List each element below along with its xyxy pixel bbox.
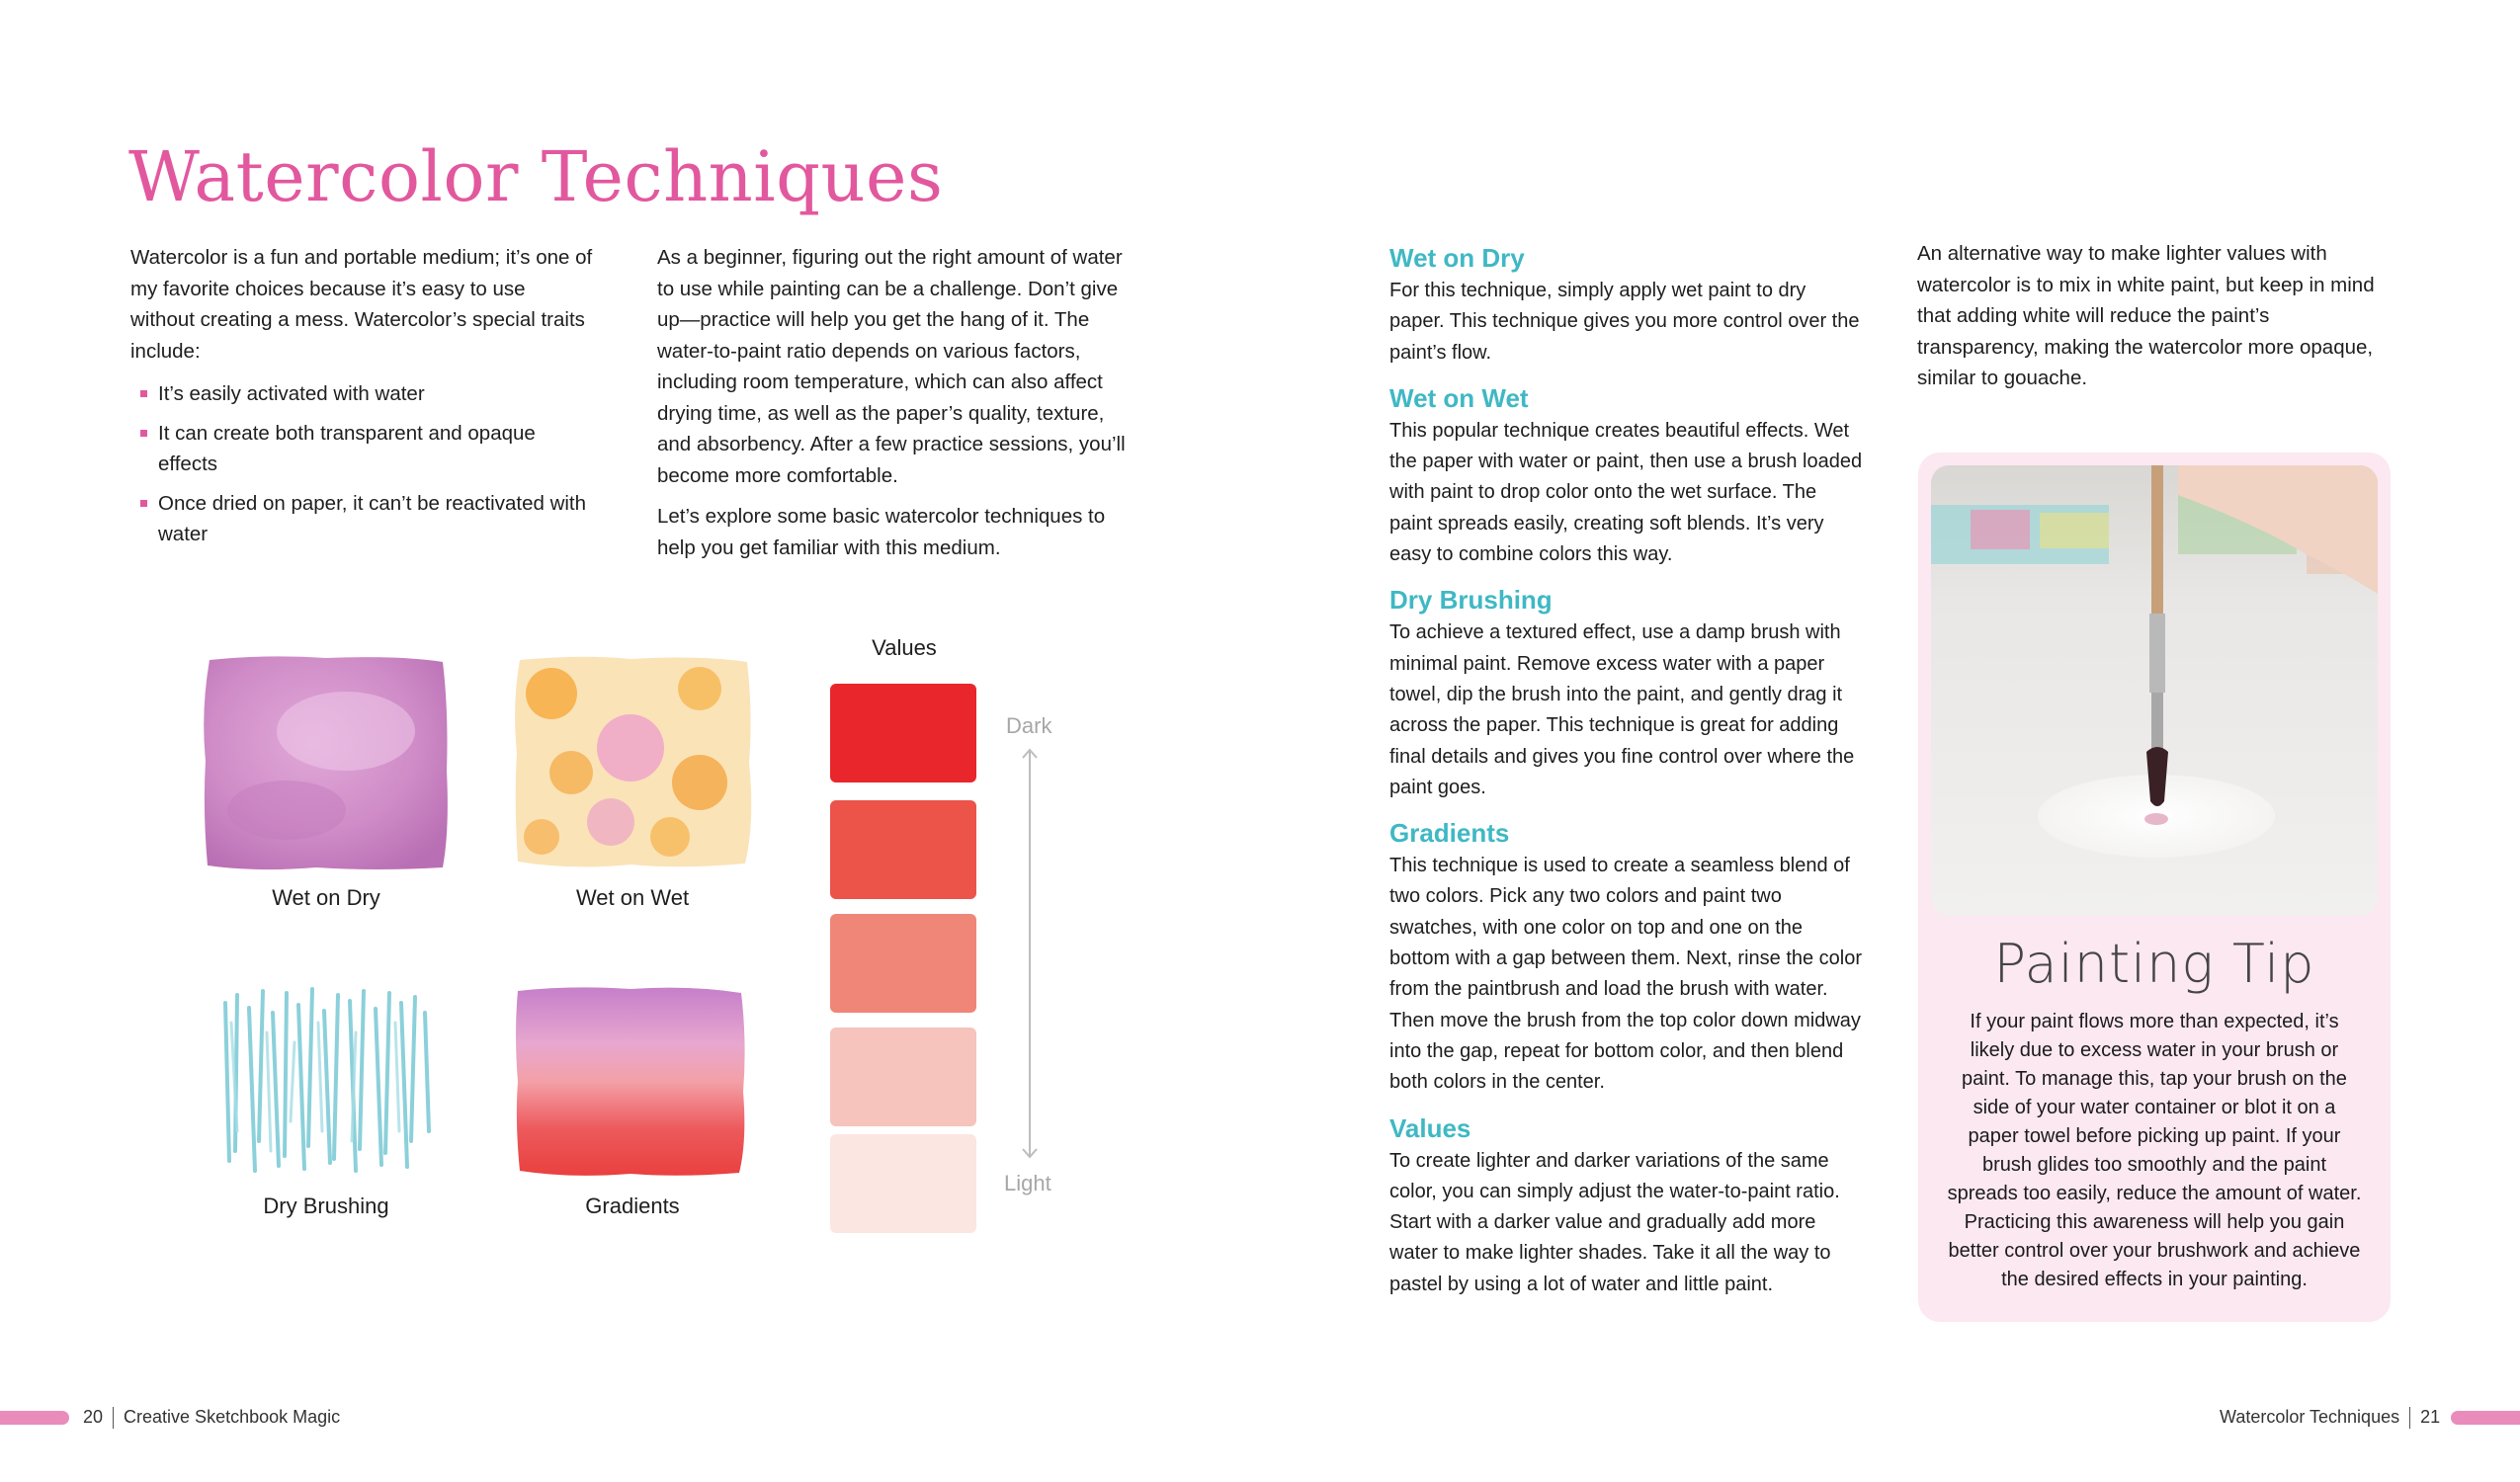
gradients-label: Gradients <box>585 1194 680 1218</box>
intro-paragraph: Watercolor is a fun and portable medium; it’s one of my favorite choices because it’s easy to use without creating a mess. Watercolor’s special traits include: <box>130 246 593 363</box>
footer-bar-right <box>2451 1411 2520 1425</box>
value-swatch-1 <box>830 684 976 782</box>
bullet-square-icon <box>140 430 147 437</box>
page-number-right: 21 <box>2420 1407 2441 1427</box>
wet-on-wet-label: Wet on Wet <box>575 885 690 910</box>
list-item: It’s easily activated with water <box>130 378 595 409</box>
page-number-left: 20 <box>83 1407 104 1427</box>
technique-block <box>1389 815 1864 1098</box>
wet-on-dry-swatch <box>198 652 455 874</box>
traits-list <box>130 378 595 549</box>
dry-brushing-label: Dry Brushing <box>263 1194 389 1218</box>
painting-tip-title: Painting Tip <box>1993 933 2315 995</box>
technique-heading: Values <box>1389 1112 1471 1143</box>
arrow-down-icon <box>1021 1143 1039 1161</box>
technique-body: To achieve a textured effect, use a damp brush with minimal paint. Remove excess water with a paper towel, dip the brush into the paint, and gently drag it across the paper. This technique is great for adding final details and gives you fine control over where the paint goes. <box>1389 621 1855 798</box>
book-title: Creative Sketchbook Magic <box>124 1407 341 1427</box>
technique-heading: Gradients <box>1389 818 1510 849</box>
beginner-paragraph-1: As a beginner, figuring out the right amount of water to use while painting can be a challenge. Don’t give up—practice will help you get the hang of it. The water-to-paint ratio depends on various factors, including room temperature, which can also affect drying time, as well as the paper’s quality, texture, and absorbency. After a few practice sessions, you’ll become more comfortable. <box>657 246 1126 487</box>
value-scale-line <box>1029 751 1031 1156</box>
intro-column <box>130 242 595 558</box>
page-title: Watercolor Techniques <box>128 136 944 217</box>
footer-left <box>83 1407 340 1429</box>
alternative-column <box>1917 238 2392 394</box>
technique-body: For this technique, simply apply wet paint to dry paper. This technique gives you more control over the paint’s flow. <box>1389 280 1860 364</box>
alternative-paragraph: An alternative way to make lighter values with watercolor is to mix in white paint, but keep in mind that adding white will reduce the paint’s transparency, making the watercolor more opaque, similar to gouache. <box>1917 242 2375 389</box>
chapter-title: Watercolor Techniques <box>2220 1407 2400 1427</box>
footer-separator <box>2409 1407 2410 1429</box>
list-item: It can create both transparent and opaque effects <box>130 418 595 479</box>
bullet-square-icon <box>140 500 147 507</box>
beginner-paragraph-2: Let’s explore some basic watercolor techniques to help you get familiar with this medium. <box>657 505 1106 559</box>
value-swatch-4 <box>830 1028 976 1126</box>
painting-tip-body: If your paint flows more than expected, it’s likely due to excess water in your brush or paint. To manage this, tap your brush on the side of your water container or blot it on a paper towel before picking up paint. If your brush glides too smoothly and the paint spreads too easily, reduce the amount of water. Practicing this awareness will help you gain better control over your brushwork and achieve the desired effects in your painting. <box>1947 1011 2362 1290</box>
list-item: Once dried on paper, it can’t be reactivated with water <box>130 488 595 549</box>
technique-body: To create lighter and darker variations of the same color, you can simply adjust the water-to-paint ratio. Start with a darker value and gradually add more water to make lighter shades. Take it all the way to pastel by using a lot of water and little paint. <box>1389 1149 1840 1295</box>
technique-body: This popular technique creates beautiful effects. Wet the paper with water or paint, then use a brush loaded with paint to drop color onto the wet surface. The paint spreads easily, creating soft blends. It’s very easy to combine colors this way. <box>1389 419 1863 566</box>
techniques-column <box>1389 240 1864 1300</box>
value-swatch-3 <box>830 914 976 1013</box>
technique-block <box>1389 240 1864 369</box>
technique-body: This technique is used to create a seamless blend of two colors. Pick any two colors and paint two swatches, with one color on top and one on the bottom with a gap between them. Next, rinse the color from the paintbrush and load the brush with water. Then move the brush from the top color down midway into the gap, repeat for bottom color, and then blend both colors in the center. <box>1389 855 1863 1094</box>
technique-heading: Dry Brushing <box>1389 585 1553 616</box>
bullet-square-icon <box>140 390 147 397</box>
dark-label: Dark <box>1006 713 1052 738</box>
footer-right <box>2220 1407 2440 1429</box>
technique-heading: Wet on Wet <box>1389 382 1529 413</box>
dry-brushing-swatch <box>215 983 438 1176</box>
values-title: Values <box>872 635 937 660</box>
arrow-up-icon <box>1021 746 1039 764</box>
value-swatch-2 <box>830 800 976 899</box>
wet-on-wet-swatch <box>512 654 754 869</box>
value-swatch-5 <box>830 1134 976 1233</box>
footer-separator <box>113 1407 114 1429</box>
wet-on-dry-label: Wet on Dry <box>272 885 380 910</box>
light-label: Light <box>1004 1171 1051 1195</box>
paintbrush-photo <box>1931 465 2378 916</box>
technique-block <box>1389 1111 1864 1300</box>
gradients-swatch <box>512 983 749 1179</box>
footer-bar-left <box>0 1411 69 1425</box>
technique-heading: Wet on Dry <box>1389 243 1525 273</box>
beginner-column <box>657 242 1141 563</box>
technique-block <box>1389 582 1864 803</box>
technique-block <box>1389 380 1864 570</box>
